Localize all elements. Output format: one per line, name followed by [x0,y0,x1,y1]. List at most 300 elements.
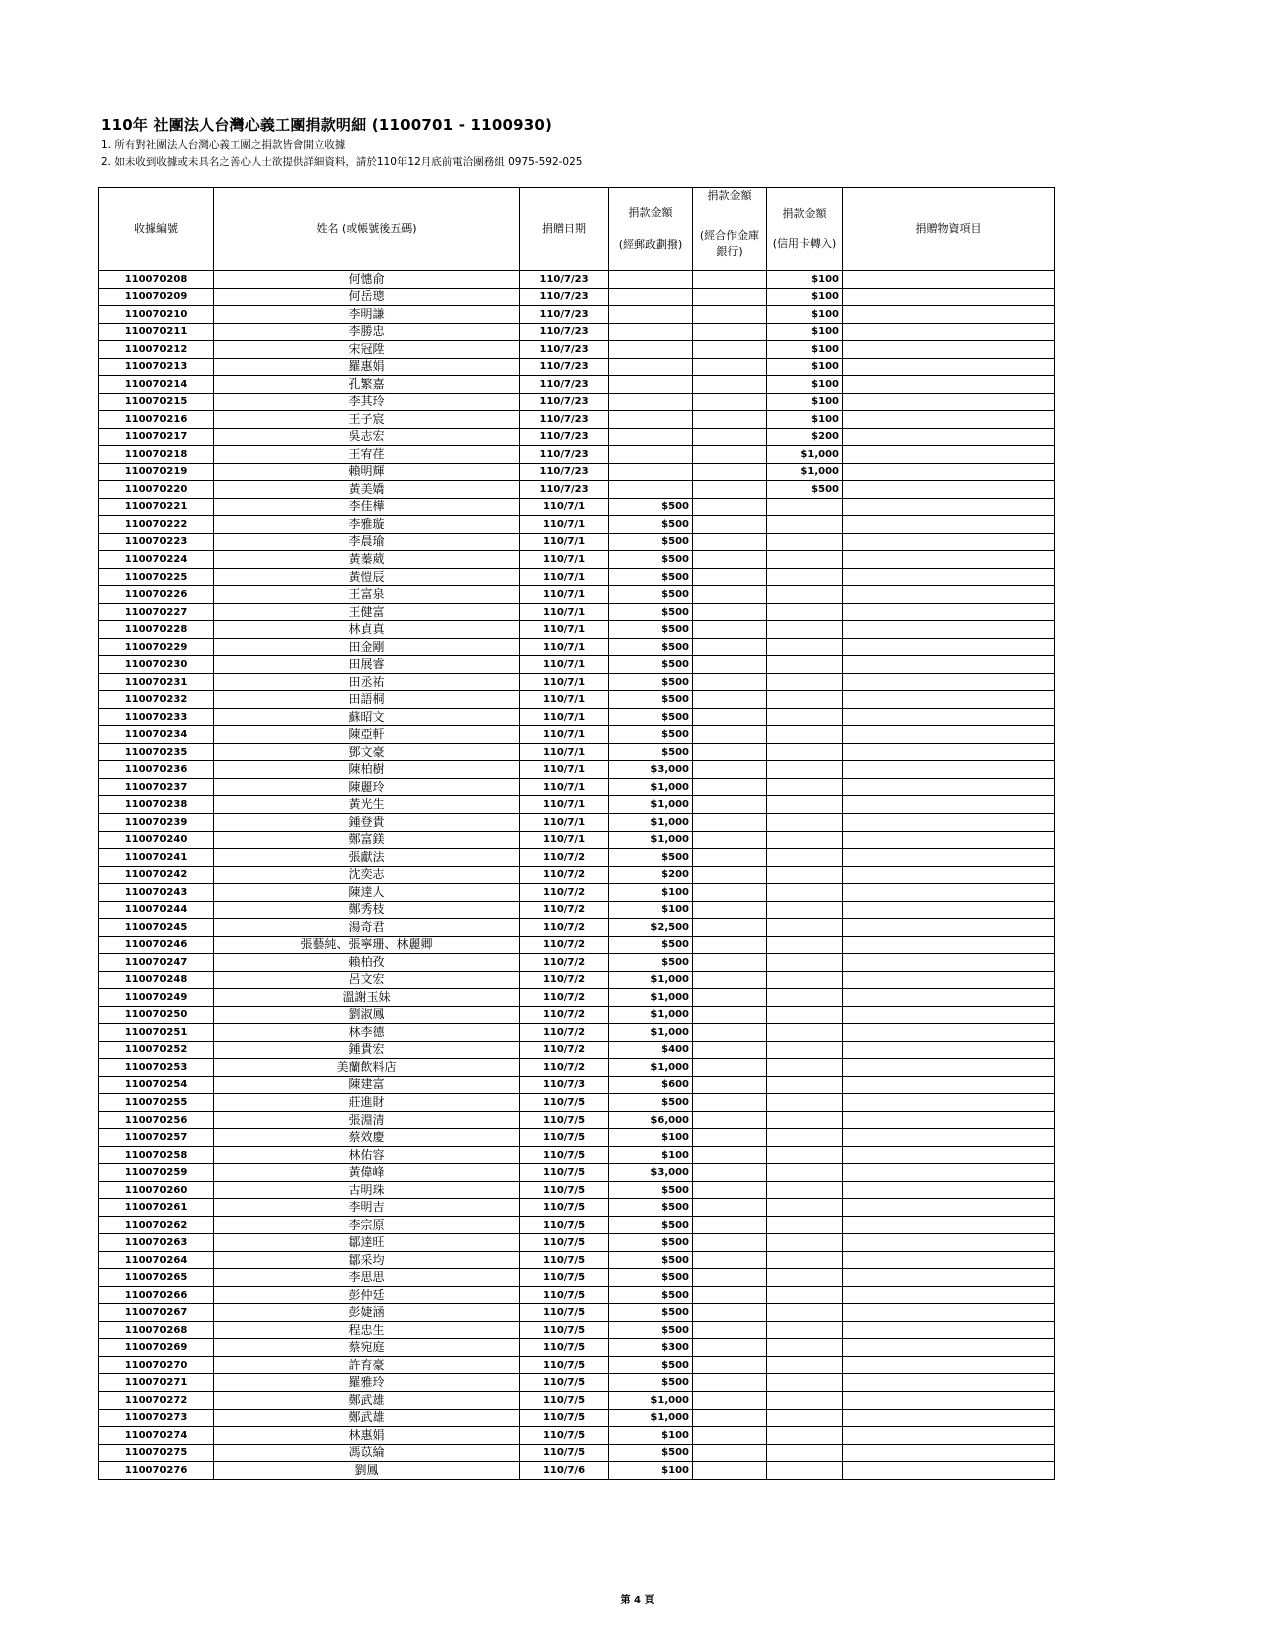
postal-amount-cell: $500 [609,551,693,569]
bank-amount-cell [693,1094,767,1112]
donor-name-cell: 鄭武雄 [214,1409,520,1427]
table-row [99,849,1055,867]
card-amount-cell [767,1356,843,1374]
date-cell: 110/7/5 [520,1321,609,1339]
card-amount-cell [767,761,843,779]
receipt-cell: 110070238 [99,796,214,814]
table-row [99,708,1055,726]
postal-amount-cell: $500 [609,1356,693,1374]
receipt-cell: 110070213 [99,358,214,376]
card-amount-cell [767,1374,843,1392]
receipt-cell: 110070243 [99,884,214,902]
bank-amount-cell [693,778,767,796]
date-cell: 110/7/3 [520,1076,609,1094]
donor-name-cell: 美蘭飲料店 [214,1059,520,1077]
bank-amount-cell [693,743,767,761]
goods-cell [843,1269,1055,1287]
receipt-cell: 110070233 [99,708,214,726]
card-amount-cell [767,989,843,1007]
table-row [99,1321,1055,1339]
date-cell: 110/7/23 [520,341,609,359]
bank-amount-cell [693,1146,767,1164]
bank-amount-cell [693,1164,767,1182]
postal-amount-cell: $600 [609,1076,693,1094]
col-goods-header: 捐贈物資項目 [843,188,1055,271]
bank-amount-cell [693,673,767,691]
goods-cell [843,919,1055,937]
receipt-cell: 110070269 [99,1339,214,1357]
card-amount-cell [767,1181,843,1199]
card-amount-cell [767,1164,843,1182]
goods-cell [843,849,1055,867]
postal-amount-cell: $500 [609,498,693,516]
donor-name-cell: 溫謝玉妹 [214,989,520,1007]
card-amount-cell [767,743,843,761]
card-amount-cell [767,1146,843,1164]
postal-amount-cell: $1,000 [609,1024,693,1042]
date-cell: 110/7/1 [520,743,609,761]
table-row [99,446,1055,464]
goods-cell [843,1216,1055,1234]
bank-amount-cell [693,691,767,709]
postal-amount-cell: $3,000 [609,1164,693,1182]
donor-name-cell: 林貞真 [214,621,520,639]
table-row [99,761,1055,779]
card-amount-cell: $1,000 [767,446,843,464]
donor-name-cell: 程忠生 [214,1321,520,1339]
table-row [99,358,1055,376]
card-amount-cell: $100 [767,393,843,411]
card-amount-cell [767,1076,843,1094]
goods-cell [843,516,1055,534]
card-amount-cell [767,849,843,867]
donor-name-cell: 吳志宏 [214,428,520,446]
postal-amount-cell: $500 [609,656,693,674]
receipt-cell: 110070208 [99,271,214,289]
date-cell: 110/7/2 [520,954,609,972]
donor-name-cell: 黃光生 [214,796,520,814]
donor-name-cell: 馮苡綸 [214,1444,520,1462]
table-row [99,884,1055,902]
card-amount-cell [767,1199,843,1217]
receipt-cell: 110070232 [99,691,214,709]
bank-amount-cell [693,586,767,604]
card-amount-cell [767,919,843,937]
card-amount-cell [767,901,843,919]
donor-name-cell: 宋冠陞 [214,341,520,359]
card-amount-cell [767,796,843,814]
date-cell: 110/7/23 [520,288,609,306]
table-row [99,463,1055,481]
goods-cell [843,936,1055,954]
goods-cell [843,1059,1055,1077]
postal-amount-cell: $1,000 [609,813,693,831]
table-row [99,919,1055,937]
donor-name-cell: 黃偉峰 [214,1164,520,1182]
goods-cell [843,621,1055,639]
table-row [99,1462,1055,1480]
card-amount-cell [767,1444,843,1462]
bank-amount-cell [693,446,767,464]
bank-amount-cell [693,831,767,849]
goods-cell [843,288,1055,306]
date-cell: 110/7/2 [520,989,609,1007]
table-row [99,603,1055,621]
postal-amount-cell: $1,000 [609,1392,693,1410]
postal-amount-cell: $500 [609,1181,693,1199]
donor-name-cell: 李明吉 [214,1199,520,1217]
receipt-cell: 110070214 [99,376,214,394]
donor-name-cell: 鄭秀枝 [214,901,520,919]
goods-cell [843,568,1055,586]
card-amount-cell [767,1024,843,1042]
date-cell: 110/7/5 [520,1094,609,1112]
goods-cell [843,656,1055,674]
receipt-note: 1. 所有對社團法人台灣心義工團之捐款皆會開立收據 [101,139,346,151]
table-row [99,813,1055,831]
goods-cell [843,866,1055,884]
card-amount-cell [767,551,843,569]
card-amount-cell [767,516,843,534]
donor-name-cell: 張藝純、張寧珊、林麗卿 [214,936,520,954]
donor-name-cell: 蔡宛庭 [214,1339,520,1357]
table-row [99,901,1055,919]
bank-amount-cell [693,936,767,954]
bank-amount-cell [693,989,767,1007]
receipt-cell: 110070256 [99,1111,214,1129]
postal-amount-cell: $500 [609,1251,693,1269]
card-amount-cell [767,1059,843,1077]
goods-cell [843,1339,1055,1357]
postal-amount-cell: $500 [609,603,693,621]
goods-cell [843,1427,1055,1445]
receipt-cell: 110070266 [99,1286,214,1304]
donor-name-cell: 古明珠 [214,1181,520,1199]
card-amount-cell [767,1216,843,1234]
table-row [99,1269,1055,1287]
card-amount-cell [767,1392,843,1410]
receipt-cell: 110070274 [99,1427,214,1445]
donor-name-cell: 林李德 [214,1024,520,1042]
card-amount-cell [767,603,843,621]
date-cell: 110/7/2 [520,849,609,867]
table-row [99,1392,1055,1410]
bank-amount-cell [693,1409,767,1427]
bank-amount-cell [693,726,767,744]
date-cell: 110/7/1 [520,533,609,551]
table-row [99,1146,1055,1164]
donor-name-cell: 李佳樺 [214,498,520,516]
donor-name-cell: 王宥荏 [214,446,520,464]
goods-cell [843,551,1055,569]
bank-amount-cell [693,551,767,569]
postal-amount-cell: $500 [609,673,693,691]
donor-name-cell: 蔡效慶 [214,1129,520,1147]
postal-amount-cell: $1,000 [609,1409,693,1427]
bank-amount-cell [693,813,767,831]
postal-amount-cell: $500 [609,1234,693,1252]
donor-name-cell: 田語桐 [214,691,520,709]
card-amount-cell [767,1129,843,1147]
date-cell: 110/7/5 [520,1164,609,1182]
donor-name-cell: 孔繁嘉 [214,376,520,394]
date-cell: 110/7/1 [520,638,609,656]
receipt-cell: 110070221 [99,498,214,516]
date-cell: 110/7/5 [520,1304,609,1322]
postal-amount-cell: $500 [609,954,693,972]
donor-name-cell: 鄒達旺 [214,1234,520,1252]
date-cell: 110/7/5 [520,1251,609,1269]
receipt-cell: 110070270 [99,1356,214,1374]
date-cell: 110/7/5 [520,1339,609,1357]
page-number: 第 4 頁 [620,1595,655,1606]
goods-cell [843,1444,1055,1462]
goods-cell [843,831,1055,849]
receipt-cell: 110070229 [99,638,214,656]
date-cell: 110/7/2 [520,919,609,937]
card-amount-cell: $100 [767,306,843,324]
bank-amount-cell [693,866,767,884]
goods-cell [843,1024,1055,1042]
card-amount-cell: $1,000 [767,463,843,481]
donor-name-cell: 彭婕涵 [214,1304,520,1322]
donor-name-cell: 黃愷辰 [214,568,520,586]
goods-cell [843,971,1055,989]
postal-amount-cell [609,446,693,464]
goods-cell [843,708,1055,726]
date-cell: 110/7/1 [520,603,609,621]
donor-name-cell: 林佑容 [214,1146,520,1164]
date-cell: 110/7/5 [520,1409,609,1427]
goods-cell [843,1356,1055,1374]
receipt-cell: 110070241 [99,849,214,867]
bank-amount-cell [693,1321,767,1339]
table-row [99,778,1055,796]
receipt-cell: 110070216 [99,411,214,429]
postal-amount-cell: $500 [609,621,693,639]
date-cell: 110/7/23 [520,463,609,481]
receipt-cell: 110070217 [99,428,214,446]
table-row [99,341,1055,359]
card-amount-cell [767,1427,843,1445]
postal-amount-cell: $1,000 [609,1006,693,1024]
table-row [99,691,1055,709]
card-amount-cell: $100 [767,288,843,306]
goods-cell [843,393,1055,411]
bank-amount-cell [693,516,767,534]
page-title: 110年 社團法人台灣心義工團捐款明細 (1100701 - 1100930) [101,116,553,134]
donor-name-cell: 王富泉 [214,586,520,604]
date-cell: 110/7/23 [520,306,609,324]
receipt-cell: 110070251 [99,1024,214,1042]
date-cell: 110/7/6 [520,1462,609,1480]
col-date-header: 捐贈日期 [520,188,609,271]
goods-cell [843,954,1055,972]
bank-amount-cell [693,1427,767,1445]
bank-amount-cell [693,971,767,989]
contact-note: 2. 如未收到收據或未具名之善心人士欲提供詳細資料，請於110年12月底前電洽團務組 0975-592-025 [101,156,583,168]
goods-cell [843,1076,1055,1094]
date-cell: 110/7/2 [520,936,609,954]
bank-amount-cell [693,1006,767,1024]
postal-amount-cell: $200 [609,866,693,884]
table-row [99,428,1055,446]
bank-amount-cell [693,498,767,516]
col-postal-amount-header [609,188,693,271]
card-amount-cell: $500 [767,481,843,499]
card-amount-cell: $200 [767,428,843,446]
card-amount-cell [767,1251,843,1269]
receipt-cell: 110070223 [99,533,214,551]
donor-name-cell: 鄭富鎂 [214,831,520,849]
date-cell: 110/7/5 [520,1146,609,1164]
goods-cell [843,1199,1055,1217]
table-row [99,1076,1055,1094]
date-cell: 110/7/1 [520,761,609,779]
table-row [99,323,1055,341]
bank-amount-cell [693,1111,767,1129]
card-amount-cell [767,1111,843,1129]
postal-amount-cell [609,358,693,376]
date-cell: 110/7/1 [520,691,609,709]
donor-name-cell: 鄒采均 [214,1251,520,1269]
date-cell: 110/7/23 [520,428,609,446]
table-row [99,498,1055,516]
date-cell: 110/7/5 [520,1216,609,1234]
table-row [99,1006,1055,1024]
receipt-cell: 110070226 [99,586,214,604]
receipt-cell: 110070244 [99,901,214,919]
card-amount-cell [767,726,843,744]
donor-name-cell: 田丞祐 [214,673,520,691]
table-row [99,796,1055,814]
card-header-line1: 捐款金額 [782,207,827,220]
donor-name-cell: 賴柏孜 [214,954,520,972]
date-cell: 110/7/23 [520,376,609,394]
goods-cell [843,638,1055,656]
receipt-cell: 110070210 [99,306,214,324]
receipt-cell: 110070212 [99,341,214,359]
postal-amount-cell: $100 [609,1462,693,1480]
table-row [99,586,1055,604]
date-cell: 110/7/2 [520,866,609,884]
goods-cell [843,428,1055,446]
receipt-cell: 110070264 [99,1251,214,1269]
receipt-cell: 110070263 [99,1234,214,1252]
donor-name-cell: 陳達人 [214,884,520,902]
table-row [99,1286,1055,1304]
receipt-cell: 110070237 [99,778,214,796]
date-cell: 110/7/1 [520,708,609,726]
bank-amount-cell [693,621,767,639]
bank-amount-cell [693,954,767,972]
goods-cell [843,306,1055,324]
donor-name-cell: 田展睿 [214,656,520,674]
postal-amount-cell: $500 [609,1199,693,1217]
table-row [99,551,1055,569]
postal-amount-cell: $3,000 [609,761,693,779]
postal-amount-cell: $2,500 [609,919,693,937]
card-amount-cell [767,1094,843,1112]
card-amount-cell [767,936,843,954]
date-cell: 110/7/1 [520,778,609,796]
receipt-cell: 110070225 [99,568,214,586]
table-row [99,1164,1055,1182]
table-row [99,954,1055,972]
card-amount-cell [767,1462,843,1480]
postal-amount-cell: $400 [609,1041,693,1059]
date-cell: 110/7/23 [520,358,609,376]
col-name-header: 姓名 (或帳號後五碼) [214,188,520,271]
table-row [99,1339,1055,1357]
donation-table [98,187,1055,1480]
bank-amount-cell [693,884,767,902]
donor-name-cell: 李其玲 [214,393,520,411]
card-amount-cell [767,1321,843,1339]
goods-cell [843,761,1055,779]
card-amount-cell [767,691,843,709]
card-amount-cell [767,638,843,656]
bank-amount-cell [693,796,767,814]
receipt-cell: 110070272 [99,1392,214,1410]
goods-cell [843,796,1055,814]
postal-amount-cell: $500 [609,1216,693,1234]
postal-amount-cell: $300 [609,1339,693,1357]
bank-amount-cell [693,761,767,779]
card-header-line2: (信用卡轉入) [772,237,837,250]
receipt-cell: 110070268 [99,1321,214,1339]
goods-cell [843,358,1055,376]
postal-amount-cell: $1,000 [609,831,693,849]
date-cell: 110/7/2 [520,901,609,919]
goods-cell [843,1321,1055,1339]
bank-amount-cell [693,271,767,289]
donor-name-cell: 鄭武雄 [214,1392,520,1410]
postal-amount-cell: $500 [609,849,693,867]
postal-amount-cell: $500 [609,1444,693,1462]
date-cell: 110/7/5 [520,1427,609,1445]
card-amount-cell: $100 [767,411,843,429]
goods-cell [843,376,1055,394]
date-cell: 110/7/1 [520,796,609,814]
table-row [99,656,1055,674]
table-row [99,989,1055,1007]
postal-amount-cell: $500 [609,533,693,551]
bank-amount-cell [693,1059,767,1077]
receipt-cell: 110070249 [99,989,214,1007]
table-row [99,1444,1055,1462]
goods-cell [843,1094,1055,1112]
date-cell: 110/7/1 [520,621,609,639]
postal-amount-cell: $500 [609,568,693,586]
donor-name-cell: 陳建富 [214,1076,520,1094]
table-row [99,971,1055,989]
table-row [99,866,1055,884]
table-row [99,1111,1055,1129]
card-amount-cell: $100 [767,341,843,359]
postal-amount-cell [609,271,693,289]
col-receipt-header: 收據編號 [99,188,214,271]
card-amount-cell: $100 [767,358,843,376]
donor-name-cell: 何憓俞 [214,271,520,289]
receipt-cell: 110070260 [99,1181,214,1199]
date-cell: 110/7/5 [520,1181,609,1199]
goods-cell [843,1164,1055,1182]
postal-amount-cell: $500 [609,1304,693,1322]
date-cell: 110/7/23 [520,393,609,411]
date-cell: 110/7/1 [520,498,609,516]
date-cell: 110/7/23 [520,446,609,464]
